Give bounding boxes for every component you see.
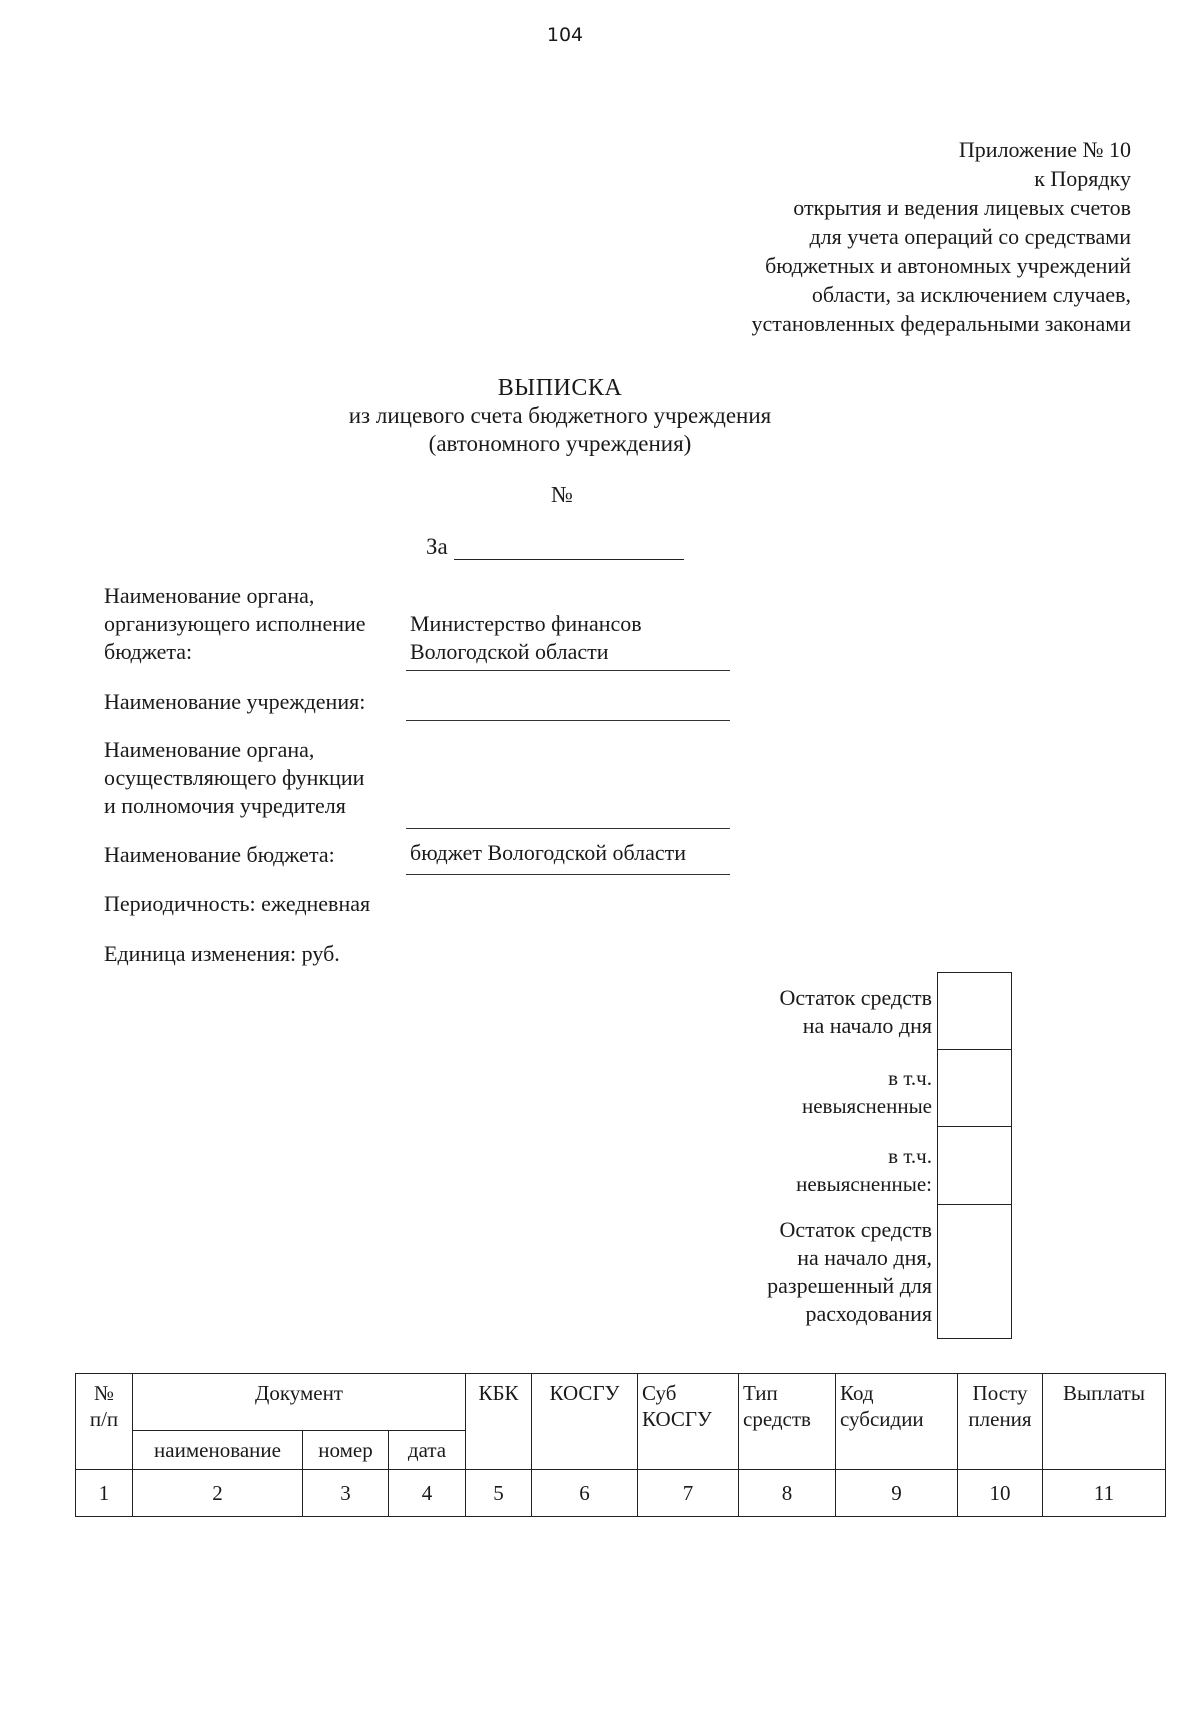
appendix-line: к Порядку xyxy=(1034,166,1131,191)
appendix-line: для учета операций со средствами xyxy=(809,224,1131,249)
document-title xyxy=(0,374,1120,458)
column-number: 5 xyxy=(466,1470,532,1517)
allowed-balance-label xyxy=(767,1216,932,1328)
col-doc-number-header: номер xyxy=(303,1431,389,1470)
page-number: 104 xyxy=(546,24,584,46)
title-main: ВЫПИСКА xyxy=(497,375,623,401)
balance-label-line: невыясненные: xyxy=(796,1172,932,1196)
founder-label-line: осуществляющего функции xyxy=(104,765,365,790)
budget-underline xyxy=(406,874,730,875)
organ-value-line: Вологодской области xyxy=(410,639,609,664)
column-number: 3 xyxy=(303,1470,389,1517)
col-doc-date-header: дата xyxy=(389,1431,466,1470)
period-label: За xyxy=(426,534,448,559)
statement-number: № xyxy=(551,482,573,507)
column-number: 11 xyxy=(1043,1470,1166,1517)
balance-start-label xyxy=(780,984,932,1040)
organ-label xyxy=(104,582,366,666)
institution-underline xyxy=(406,720,730,721)
balance-label-line: на начало дня, xyxy=(797,1245,932,1270)
organ-underline xyxy=(406,670,730,671)
table-row xyxy=(76,1470,1166,1517)
header-text: № xyxy=(93,1381,115,1405)
col-kosgu-header: КОСГУ xyxy=(532,1374,638,1470)
organ-value xyxy=(410,610,642,666)
balance-label-line: в т.ч. xyxy=(888,1144,932,1168)
table-header-row xyxy=(76,1374,1166,1431)
header-text: Суб xyxy=(642,1381,677,1405)
col-fund-type-header xyxy=(739,1374,836,1470)
balance-label-line: в т.ч. xyxy=(888,1066,932,1090)
title-subline: (автономного учреждения) xyxy=(428,431,692,456)
col-doc-name-header: наименование xyxy=(133,1431,303,1470)
organ-label-line: бюджета: xyxy=(104,639,193,664)
unclarified-label-2 xyxy=(796,1142,932,1198)
col-subsidy-code-header xyxy=(836,1374,958,1470)
statement-table xyxy=(75,1373,1166,1517)
founder-underline xyxy=(406,828,730,829)
column-number: 1 xyxy=(76,1470,133,1517)
founder-label xyxy=(104,736,364,820)
col-document-header: Документ xyxy=(133,1374,466,1431)
unit-of-measure: Единица изменения: руб. xyxy=(104,941,340,966)
balance-label-line: невыясненные xyxy=(801,1094,932,1118)
balance-label-line: Остаток средств xyxy=(779,985,932,1010)
balance-label-line: разрешенный для xyxy=(767,1273,932,1298)
column-number: 10 xyxy=(958,1470,1043,1517)
header-text: субсидии xyxy=(840,1407,924,1431)
header-text: Тип xyxy=(743,1381,778,1405)
unclarified-box xyxy=(937,1049,1012,1127)
col-payments-header: Выплаты xyxy=(1043,1374,1166,1470)
column-number: 4 xyxy=(389,1470,466,1517)
budget-label: Наименование бюджета: xyxy=(104,842,335,867)
balance-start-box xyxy=(937,972,1012,1050)
header-text: пления xyxy=(968,1407,1032,1431)
institution-label: Наименование учреждения: xyxy=(104,689,366,714)
appendix-line: бюджетных и автономных учреждений xyxy=(765,253,1131,278)
header-text: средств xyxy=(743,1407,811,1431)
column-number: 9 xyxy=(836,1470,958,1517)
periodicity: Периодичность: ежедневная xyxy=(104,891,371,916)
appendix-line: области, за исключением случаев, xyxy=(811,282,1131,307)
header-text: КОСГУ xyxy=(642,1407,712,1431)
col-num-header xyxy=(76,1374,133,1470)
column-number: 7 xyxy=(638,1470,739,1517)
column-number: 2 xyxy=(133,1470,303,1517)
appendix-line: Приложение № 10 xyxy=(958,137,1131,162)
title-subline: из лицевого счета бюджетного учреждения xyxy=(348,403,772,428)
appendix-header xyxy=(751,135,1131,338)
unclarified-box-2 xyxy=(937,1126,1012,1205)
balance-label-line: на начало дня xyxy=(802,1013,932,1038)
balance-label-line: расходования xyxy=(805,1301,932,1326)
col-subkosgu-header xyxy=(638,1374,739,1470)
appendix-line: открытия и ведения лицевых счетов xyxy=(793,195,1131,220)
col-kbk-header: КБК xyxy=(466,1374,532,1470)
appendix-line: установленных федеральными законами xyxy=(751,311,1131,336)
balance-label-line: Остаток средств xyxy=(779,1217,932,1242)
organ-label-line: организующего исполнение xyxy=(104,611,366,636)
col-receipts-header xyxy=(958,1374,1043,1470)
period-field xyxy=(426,534,684,560)
period-blank-line xyxy=(454,537,684,560)
header-text: п/п xyxy=(89,1407,119,1431)
column-number: 6 xyxy=(532,1470,638,1517)
allowed-balance-box xyxy=(937,1204,1012,1339)
column-number: 8 xyxy=(739,1470,836,1517)
budget-value: бюджет Вологодской области xyxy=(410,840,687,865)
founder-label-line: Наименование органа, xyxy=(104,737,315,762)
organ-label-line: Наименование органа, xyxy=(104,583,315,608)
header-text: Код xyxy=(840,1381,874,1405)
founder-label-line: и полномочия учредителя xyxy=(104,793,346,818)
organ-value-line: Министерство финансов xyxy=(410,611,642,636)
unclarified-label xyxy=(802,1064,932,1120)
header-text: Посту xyxy=(972,1381,1028,1405)
